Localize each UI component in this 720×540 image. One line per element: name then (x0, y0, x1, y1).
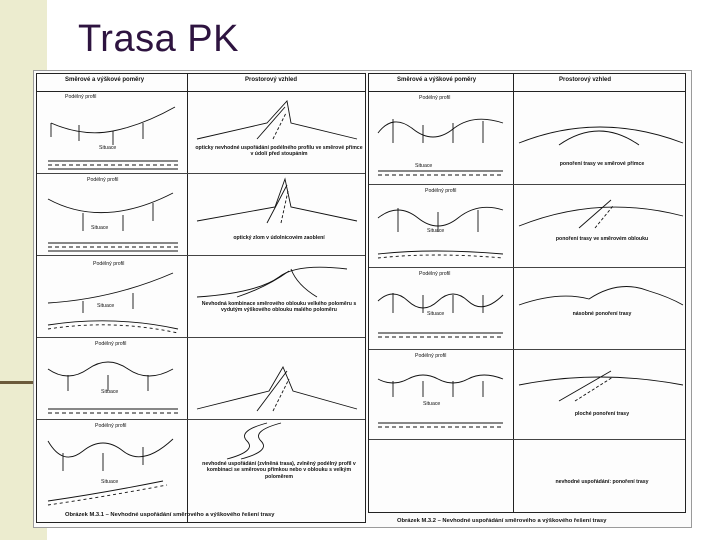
figure-m32-caption: Obrázek M.3.2 – Nevhodné uspořádání směrového a výškového řešení trasy (397, 518, 607, 524)
header-spatial: Prostorový vzhled (559, 77, 612, 83)
row3-profile-label: Podélný profil (419, 271, 451, 277)
row1-profile-sketch (43, 101, 183, 171)
figure-m32-row-2 (369, 184, 685, 268)
row5-note: nevhodné uspořádání (zvlněná trasa), zvlněný podélný profil v kombinaci se směrovou přímkou nebo v oblouku s velkým poloměrem (202, 461, 356, 480)
row1-profile-label: Podélný profil (65, 94, 97, 100)
row4-profile-label: Podélný profil (415, 353, 447, 359)
row3-perspective-sketch (197, 257, 357, 301)
row4-profile-sketch (373, 361, 509, 433)
row5-perspective-sketch (197, 421, 357, 461)
row4-perspective-sketch (197, 339, 357, 413)
figure-m32-row-4 (369, 349, 685, 440)
row5-note: nevhodné uspořádání: ponoření trasy (555, 479, 649, 485)
figure-m31-table (36, 73, 366, 523)
slide-title: Trasa PK (78, 18, 239, 60)
header-alignment: Směrové a výškové poměry (397, 77, 477, 83)
figure-m31-header (37, 74, 365, 92)
row2-profile-sketch (43, 185, 183, 253)
row4-situation-label: Situace (101, 389, 119, 395)
figure-m31-row-5 (37, 419, 365, 509)
row5-profile-label: Podélný profil (95, 423, 127, 429)
row1-note: opticky nevhodné uspořádání podélného profilu ve směrové přímce v údolí před stoupáním (195, 145, 363, 158)
row3-profile-label: Podélný profil (93, 261, 125, 267)
row1-profile-label: Podélný profil (419, 95, 451, 101)
figure-m31-caption: Obrázek M.3.1 – Nevhodné uspořádání směrového a výškového řešení trasy (65, 512, 275, 518)
row5-profile-sketch (43, 431, 183, 507)
row2-situation-label: Situace (91, 225, 109, 231)
figure-m32-row-1 (369, 91, 685, 185)
scanned-figure (33, 70, 692, 528)
figure-m31-row-1 (37, 91, 365, 174)
decor-rule (0, 381, 33, 384)
row3-note: násobné ponoření trasy (572, 311, 632, 317)
figure-m32-row-5 (369, 439, 685, 512)
header-spatial: Prostorový vzhled (245, 77, 298, 83)
row1-situation-label: Situace (415, 163, 433, 169)
row3-note: Nevhodná kombinace směrového oblouku velkého poloměru s vydutým výškového oblouku malého poloměru (201, 301, 357, 314)
row1-perspective-sketch (519, 101, 683, 151)
row3-situation-label: Situace (427, 311, 445, 317)
figure-m31-row-4 (37, 337, 365, 420)
figure-m32-row-3 (369, 267, 685, 350)
row4-situation-label: Situace (423, 401, 441, 407)
figure-m32-table (368, 73, 686, 524)
row2-perspective-sketch (519, 186, 683, 230)
row2-situation-label: Situace (427, 228, 445, 234)
row1-profile-sketch (373, 103, 509, 181)
figure-m31-row-2 (37, 173, 365, 256)
row4-perspective-sketch (519, 359, 683, 405)
row3-situation-label: Situace (97, 303, 115, 309)
row2-perspective-sketch (197, 177, 357, 227)
row2-profile-label: Podélný profil (425, 188, 457, 194)
header-alignment: Směrové a výškové poměry (65, 77, 145, 83)
figure-m31-row-3 (37, 255, 365, 338)
row4-profile-sketch (43, 349, 183, 417)
figure-m32-header (369, 74, 685, 92)
row3-profile-sketch (43, 269, 183, 335)
row3-perspective-sketch (519, 271, 683, 311)
row1-situation-label: Situace (99, 145, 117, 151)
row1-note: ponoření trasy ve směrové přímce (559, 161, 645, 167)
row1-perspective-sketch (197, 99, 357, 144)
row2-note: ponoření trasy ve směrovém oblouku (555, 236, 649, 242)
row4-profile-label: Podélný profil (95, 341, 127, 347)
row4-note: ploché ponoření trasy (574, 411, 630, 417)
row5-situation-label: Situace (101, 479, 119, 485)
row2-profile-label: Podélný profil (87, 177, 119, 183)
row2-note: optický zlom v údolnicovém zaoblení (233, 235, 325, 241)
